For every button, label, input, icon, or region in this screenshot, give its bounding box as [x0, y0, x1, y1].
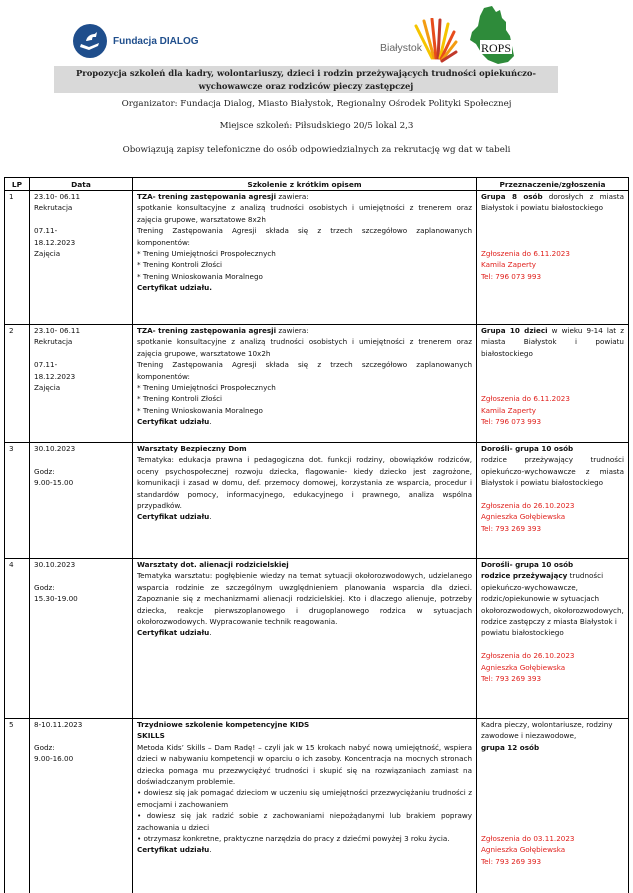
title-line-1: Propozycja szkoleń dla kadry, wolontariuszy, dzieci i rodzin przeżywających trudności opiekuńczo- — [76, 68, 536, 78]
time-label: Godz: — [34, 742, 55, 752]
target-group: dorosłych z miasta Białystok i powiatu białostockiego — [481, 192, 624, 213]
document-title — [54, 66, 558, 93]
description-text: Trening Zastępowania Agresji składa się z trzech szczegółowo zaplanowanych komponentów: — [137, 360, 472, 381]
row-number: 1 — [5, 191, 30, 325]
date-line: 07.11- — [34, 360, 58, 370]
row-number: 3 — [5, 443, 30, 559]
bialystok-logo-text: Białystok — [380, 42, 423, 54]
table-row — [5, 559, 629, 719]
contact-person: Kamila Zaperty — [481, 260, 537, 270]
component-item: * Trening Kontroli Złości — [137, 394, 223, 404]
title-suffix: zawiera: — [276, 192, 309, 201]
registration-deadline: Zgłoszenia do 26.10.2023 — [481, 501, 575, 511]
date-line: 18.12.2023 — [34, 371, 76, 381]
title-line-2: wychowawcze oraz rodziców pieczy zastępczej — [198, 80, 414, 91]
logo-bar — [0, 0, 633, 68]
group-size: grupa 12 osób — [481, 742, 540, 752]
contact-phone[interactable]: Tel: 796 073 993 — [481, 271, 542, 281]
registration-deadline: Zgłoszenia do 03.11.2023 — [481, 833, 575, 843]
row-destination — [477, 559, 629, 719]
contact-phone[interactable]: Tel: 793 269 393 — [481, 674, 542, 684]
group-size: Dorośli- grupa 10 osób — [481, 560, 574, 569]
region-map-icon — [462, 4, 532, 66]
date-line: 23.10- 06.11 — [34, 192, 81, 201]
row-description: Warsztaty Bezpieczny Dom Tematyka: edukacja prawna i pedagogiczna dot. funkcji rodziny, obowiązków rodziców, oceny psychospołecznej rozwoju dziecka, flagowanie- kiedy dziecko jest zagrożone, komunikacji i zasad w domu, def. przemocy domowej, korzystania ze wsparcia, procedur i standardów pomocy, informacyjnego, edukacyjnego i prawnego, analiza wspólna przypadków. Certyfikat udziału. — [133, 443, 477, 559]
date-line: 8-10.11.2023 — [34, 720, 83, 729]
certificate-note: Certyfikat udziału — [137, 845, 210, 855]
contact-phone[interactable]: Tel: 796 073 993 — [481, 417, 542, 427]
sunburst-icon — [410, 18, 458, 64]
training-title-cont: SKILLS — [137, 731, 165, 741]
training-title: TZA- trening zastępowania agresji — [137, 192, 277, 201]
table-header-row — [5, 178, 629, 191]
contact-person: Agnieszka Gołębiewska — [481, 662, 566, 672]
certificate-note: Certyfikat udziału. — [137, 283, 212, 293]
row-date — [30, 719, 133, 893]
row-date — [30, 325, 133, 443]
date-line: 07.11- — [34, 226, 58, 236]
date-line: Zajęcia — [34, 383, 61, 393]
row-description: Warsztaty dot. alienacji rodzicielskiej Tematyka warsztatu: pogłębienie wiedzy na temat sytuacji okołorozwodowych, udzielanego wsparcia rodzinie ze szczególnym uwzględnieniem planowania wsparcia dla dzieci. Zapoznanie się z mechanizmami alienacji rodzicielskiej. Kto i dlaczego alienuje, potrzeby dziecka, reakcje pierwszoplanowego i drugoplanowego rodzica w sytuacjach okołorozwodowych. Wypracowanie technik reagowania. Certyfikat udziału. — [133, 559, 477, 719]
training-title: Warsztaty dot. alienacji rodzicielskiej — [137, 560, 289, 569]
table-row — [5, 191, 629, 325]
group-size: Dorośli- grupa 10 osób — [481, 444, 574, 453]
row-description: TZA- trening zastępowania agresji zawiera: spotkanie konsultacyjne z analizą trudności osobistych i umiejętności z trenerem oraz zajęcia grupowe, warsztatowe 10x2h Trening Zastępowania Agresji składa się z trzech szczegółowo zaplanowanych komponentów: * Trening Umiejętności Prospołecznych * Trening Kontroli Złości * Trening Wnioskowania Moralnego Certyfikat udziału. — [133, 325, 477, 443]
dialog-logo-text: Fundacja DIALOG — [113, 35, 199, 47]
venue-line: Miejsce szkoleń: Piłsudskiego 20/5 lokal 2,3 — [219, 121, 414, 131]
contact-phone[interactable]: Tel: 793 269 393 — [481, 856, 542, 866]
group-size: Grupa 8 osób — [481, 192, 543, 201]
target-group: w wieku 9-14 lat z miasta Białystok i powiatu białostockiego — [481, 326, 624, 358]
description-text: Metoda Kids’ Skills – Dam Radę! – czyli jak w 15 krokach nabyć nową umiejętność, wspiera dzieci w nabywaniu kompetencji w oparciu o ich zasoby. Koncentracja na mocnych stronach dziecka pomaga mu przezwyciężyć trudności i skupić się na rozwiązaniach zamiast na doświadczanym problemie. — [137, 742, 472, 787]
training-schedule-table — [4, 177, 629, 893]
contact-person: Agnieszka Gołębiewska — [481, 845, 566, 855]
component-item: * Trening Wnioskowania Moralnego — [137, 271, 263, 281]
target-group: trudności opiekuńczo-wychowawcze, rodzic/opiekunowie w sytuacjach okołorozwodowych, okołorozwodowych, rodzice zastępczy z miasta Białystok i powiatu białostockiego — [481, 571, 624, 638]
time-range: 9.00-16.00 — [34, 754, 74, 764]
row-number: 2 — [5, 325, 30, 443]
title-suffix: zawiera: — [276, 326, 309, 335]
row-number: 4 — [5, 559, 30, 719]
registration-deadline: Zgłoszenia do 26.10.2023 — [481, 651, 575, 661]
organizer-line: Organizator: Fundacja Dialog, Miasto Białystok, Regionalny Ośrodek Polityki Społecznej — [121, 99, 512, 109]
contact-person: Kamila Zaperty — [481, 405, 537, 415]
certificate-note: Certyfikat udziału — [137, 512, 210, 522]
benefit-item: • otrzymasz konkretne, praktyczne narzędzia do pracy z dziećmi powyżej 3 roku życia. — [137, 834, 450, 844]
time-range: 15.30-19.00 — [34, 594, 78, 604]
training-title: Warsztaty Bezpieczny Dom — [137, 444, 247, 453]
group-size: Grupa 10 dzieci — [481, 326, 548, 335]
row-destination — [477, 325, 629, 443]
column-header-date: Data — [30, 178, 133, 191]
training-title: TZA- trening zastępowania agresji — [137, 326, 277, 335]
table-row — [5, 443, 629, 559]
row-destination — [477, 443, 629, 559]
registration-deadline: Zgłoszenia do 6.11.2023 — [481, 248, 570, 258]
row-date — [30, 443, 133, 559]
row-description: Trzydniowe szkolenie kompetencyjne KIDS SKILLS Metoda Kids’ Skills – Dam Radę! – czyli jak w 15 krokach nabyć nową umiejętność, wspiera dzieci w nabywaniu kompetencji w oparciu o ich zasoby. Koncentracja na mocnych stronach dziecka pomaga mu przezwyciężyć trudności i skupić się na rozwiązaniach zamiast na doświadczanym problemie. • dowiesz się jak pomagać dzieciom w uczeniu się umiejętności przezwyciężaniu trudności z emocjami i zachowaniem • dowiesz się jak radzić sobie z zachowaniami niepożądanymi lub brakiem poprawy zachowania u dzieci • otrzymasz konkretne, praktyczne narzędzia do pracy z dziećmi powyżej 3 roku życia. Certyfikat udziału. — [133, 719, 477, 893]
description-text: spotkanie konsultacyjne z analizą trudności osobistych i umiejętności z trenerem oraz zajęcia grupowe, warsztatowe 10x2h — [137, 337, 472, 358]
component-item: * Trening Umiejętności Prospołecznych — [137, 383, 276, 393]
row-destination — [477, 191, 629, 325]
description-text: Trening Zastępowania Agresji składa się z trzech szczegółowo zaplanowanych komponentów: — [137, 226, 472, 247]
description-text: Tematyka warsztatu: pogłębienie wiedzy na temat sytuacji okołorozwodowych, udzielanego wsparcia rodzinie ze szczególnym uwzględnieniem planowania wsparcia dla dzieci. Zapoznanie się z mechanizmami alienacji rodzicielskiej. Kto i dlaczego alienuje, potrzeby dziecka, reakcje pierwszoplanowego i drugoplanowego rodzica w sytuacjach okołorozwodowych. Wypracowanie technik reagowania. — [137, 571, 472, 627]
date-line: Rekrutacja — [34, 203, 73, 213]
date-line: 23.10- 06.11 — [34, 326, 81, 335]
row-destination — [477, 719, 629, 893]
table-row — [5, 325, 629, 443]
column-header-destination: Przeznaczenie/zgłoszenia — [477, 178, 629, 191]
contact-person: Agnieszka Gołębiewska — [481, 512, 566, 522]
contact-phone[interactable]: Tel: 793 269 393 — [481, 523, 542, 533]
description-text: spotkanie konsultacyjne z analizą trudności osobistych i umiejętności z trenerem oraz zajęcia grupowe, warsztatowe 8x2h — [137, 203, 472, 224]
certificate-note: Certyfikat udziału — [137, 417, 210, 427]
target-group: rodzice przeżywający trudności opiekuńczo-wychowawcze z miasta Białystok i powiatu białostockiego — [481, 455, 624, 488]
column-header-lp: LP — [5, 178, 30, 191]
certificate-note: Certyfikat udziału — [137, 628, 210, 638]
benefit-item: • dowiesz się jak radzić sobie z zachowaniami niepożądanymi lub brakiem poprawy zachowania u dzieci — [137, 811, 472, 832]
component-item: * Trening Wnioskowania Moralnego — [137, 405, 263, 415]
date-line: 30.10.2023 — [34, 560, 76, 569]
logo-rops — [462, 4, 532, 66]
time-label: Godz: — [34, 582, 55, 592]
logo-bialystok — [380, 18, 460, 66]
date-line: 18.12.2023 — [34, 237, 76, 247]
registration-note: Obowiązują zapisy telefoniczne do osób odpowiedzialnych za rekrutację wg dat w tabeli — [122, 145, 511, 155]
target-group-emphasis: rodzice przeżywający — [481, 571, 568, 581]
benefit-item: • dowiesz się jak pomagać dzieciom w uczeniu się umiejętności przezwyciężaniu trudności z emocjami i zachowaniem — [137, 788, 472, 809]
logo-fundacja-dialog — [73, 24, 199, 58]
column-header-description: Szkolenie z krótkim opisem — [133, 178, 477, 191]
date-line: Zajęcia — [34, 249, 61, 259]
time-range: 9.00-15.00 — [34, 478, 74, 488]
row-number: 5 — [5, 719, 30, 893]
date-line: 30.10.2023 — [34, 444, 76, 453]
registration-deadline: Zgłoszenia do 6.11.2023 — [481, 394, 570, 404]
row-description — [133, 191, 477, 325]
dove-book-icon — [73, 24, 107, 58]
component-item: * Trening Kontroli Złości — [137, 260, 223, 270]
time-label: Godz: — [34, 466, 55, 476]
training-title: Trzydniowe szkolenie kompetencyjne KIDS — [137, 720, 310, 729]
target-group: Kadra pieczy, wolontariusze, rodziny zawodowe i niezawodowe, — [481, 720, 613, 741]
row-date — [30, 559, 133, 719]
table-row — [5, 719, 629, 893]
component-item: * Trening Umiejętności Prospołecznych — [137, 249, 276, 259]
date-line: Rekrutacja — [34, 337, 73, 347]
row-date — [30, 191, 133, 325]
svg-text:ROPS: ROPS — [480, 41, 512, 55]
description-text: Tematyka: edukacja prawna i pedagogiczna dot. funkcji rodziny, obowiązków rodziców, oceny psychospołecznej rozwoju dziecka, flagowanie- kiedy dziecko jest zagrożone, komunikacji i zasad w domu, def. przemocy domowej, korzystania ze wsparcia, procedur i standardów pomocy, informacyjnego, edukacyjnego i prawnego, analiza wspólna przypadków. — [137, 455, 472, 511]
